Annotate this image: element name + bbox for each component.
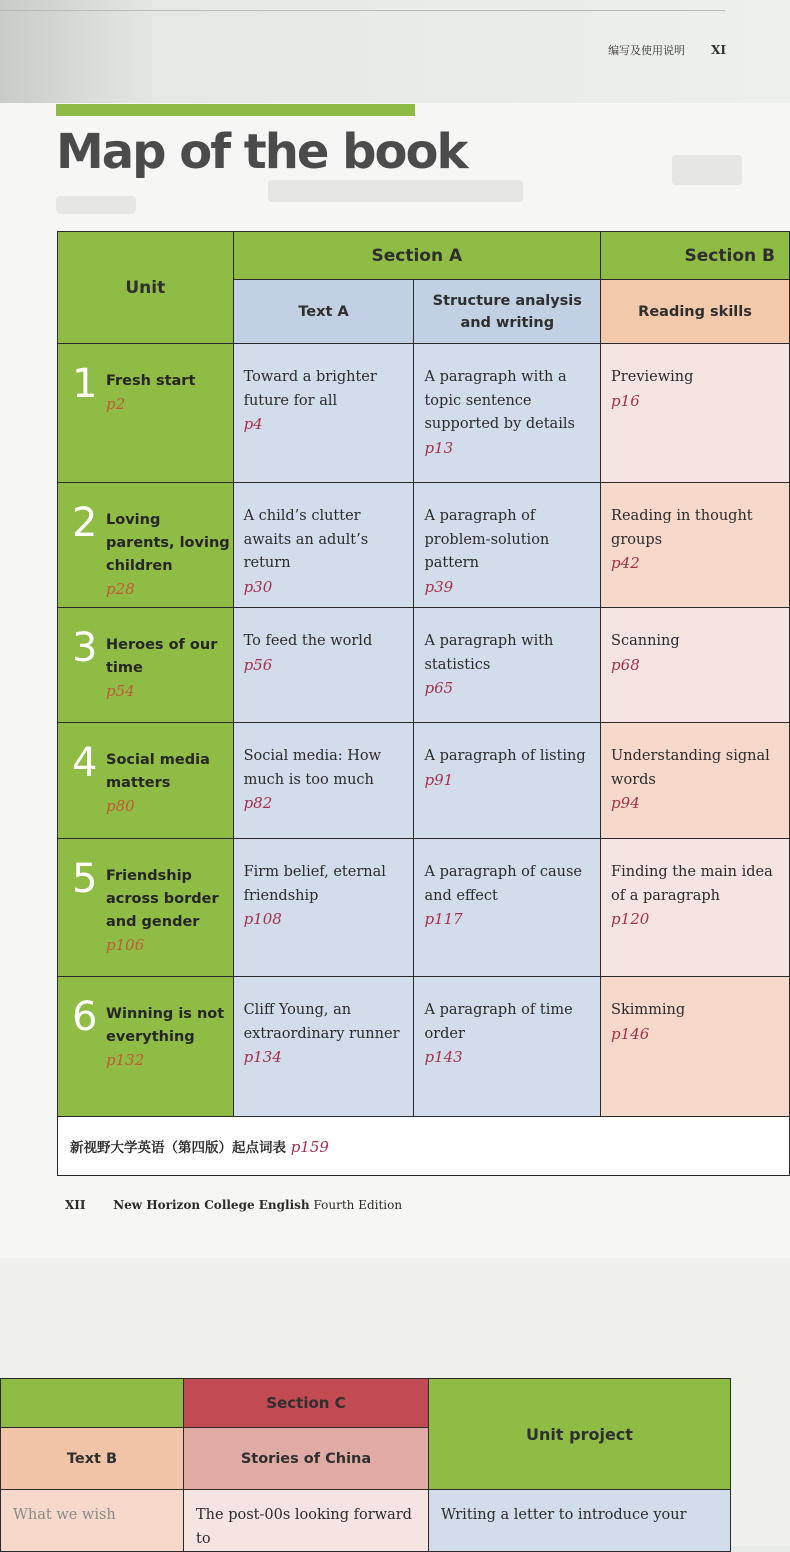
reading-skill-page: p16 bbox=[611, 391, 640, 410]
title-accent-bar bbox=[56, 104, 415, 116]
header-text-b: Text B bbox=[1, 1428, 184, 1490]
text-a-page: p108 bbox=[243, 910, 282, 928]
unit-page: p80 bbox=[106, 797, 135, 815]
reading-skill: Scanning bbox=[611, 633, 680, 649]
structure-text: A paragraph of problem-solution pattern bbox=[424, 508, 550, 571]
show-through-mark bbox=[268, 180, 523, 202]
text-a-title: Toward a brighter future for all bbox=[243, 369, 377, 409]
structure-text: A paragraph of cause and effect bbox=[424, 864, 582, 904]
structure-page: p13 bbox=[424, 438, 454, 457]
header-section-c: Section C bbox=[184, 1379, 429, 1428]
unit-title: Loving parents, loving children bbox=[106, 512, 230, 574]
unit-cell bbox=[58, 977, 234, 1117]
unit-title: Winning is not everything bbox=[106, 1006, 225, 1045]
text-a-page: p4 bbox=[243, 415, 263, 433]
text-a-title: A child’s clutter awaits an adult’s return bbox=[243, 508, 369, 571]
text-a-title: Cliff Young, an extraordinary runner bbox=[243, 1002, 400, 1042]
structure-page: p91 bbox=[424, 770, 454, 789]
unit-title: Heroes of our time bbox=[106, 637, 218, 676]
structure-page: p39 bbox=[424, 577, 454, 596]
text-a-page: p134 bbox=[243, 1048, 282, 1066]
unit-page: p106 bbox=[106, 936, 145, 954]
table-row bbox=[58, 839, 790, 977]
header-reading-skills: Reading skills bbox=[601, 280, 790, 344]
footer-page-number: XII bbox=[65, 1198, 86, 1212]
text-a-title: Social media: How much is too much bbox=[243, 748, 382, 788]
structure-text: A paragraph of time order bbox=[424, 1002, 573, 1042]
reading-skill-page: p68 bbox=[611, 655, 640, 674]
text-a-page: p82 bbox=[243, 794, 273, 812]
unit-number: 5 bbox=[72, 856, 98, 902]
rule-line bbox=[0, 10, 725, 11]
header-section-b: Section B bbox=[601, 232, 790, 280]
reading-skill: Understanding signal words bbox=[611, 748, 770, 788]
continuation-table bbox=[0, 1378, 731, 1552]
running-head-page: XI bbox=[711, 43, 726, 57]
structure-page: p117 bbox=[424, 910, 463, 928]
reading-skill: Previewing bbox=[611, 369, 694, 385]
unit-title: Fresh start bbox=[106, 373, 196, 389]
word-list-title: 新视野大学英语（第四版）起点词表 bbox=[70, 1140, 286, 1156]
header-structure: Structure analysis and writing bbox=[414, 280, 601, 344]
show-through-mark bbox=[56, 196, 136, 214]
reading-skill-page: p42 bbox=[611, 554, 640, 572]
unit-page: p54 bbox=[106, 682, 135, 700]
footer-edition: Fourth Edition bbox=[313, 1198, 403, 1212]
unit-number: 6 bbox=[72, 994, 98, 1040]
reading-skill: Reading in thought groups bbox=[611, 508, 753, 548]
stories-title: The post-00s looking forward to bbox=[196, 1507, 412, 1547]
page-footer bbox=[65, 1198, 402, 1212]
reading-skill-page: p94 bbox=[611, 794, 640, 812]
unit-number: 1 bbox=[72, 361, 98, 407]
footer-book-title: New Horizon College English bbox=[113, 1198, 310, 1212]
unit-page: p2 bbox=[106, 395, 126, 413]
structure-page: p65 bbox=[424, 679, 454, 697]
map-table bbox=[57, 231, 790, 1176]
unit-title: Friendship across border and gender bbox=[106, 868, 219, 930]
reading-skill: Finding the main idea of a paragraph bbox=[611, 864, 773, 904]
show-through-mark bbox=[672, 155, 742, 185]
header-stories-of-china: Stories of China bbox=[184, 1428, 429, 1490]
table-row bbox=[58, 723, 790, 839]
reading-skill: Skimming bbox=[611, 1002, 686, 1018]
structure-text: A paragraph with statistics bbox=[424, 633, 554, 673]
structure-text: A paragraph of listing bbox=[424, 748, 586, 764]
table-row bbox=[58, 483, 790, 608]
word-list-page: p159 bbox=[290, 1138, 329, 1156]
unit-cell bbox=[58, 608, 234, 723]
unit-number: 2 bbox=[72, 500, 98, 546]
header-unit-project: Unit project bbox=[429, 1379, 731, 1490]
unit-page: p28 bbox=[106, 580, 135, 598]
text-b-title: What we wish bbox=[13, 1507, 116, 1523]
unit-project-title: Writing a letter to introduce your bbox=[441, 1507, 687, 1523]
unit-cell bbox=[58, 723, 234, 839]
structure-text: A paragraph with a topic sentence supported by details bbox=[424, 369, 575, 432]
unit-cell bbox=[58, 344, 234, 483]
text-a-page: p30 bbox=[243, 577, 273, 596]
reading-skill-page: p146 bbox=[611, 1024, 650, 1043]
unit-title: Social media matters bbox=[106, 752, 210, 791]
running-head-text: 编写及使用说明 bbox=[608, 44, 686, 57]
structure-page: p143 bbox=[424, 1048, 463, 1066]
table-row bbox=[58, 977, 790, 1117]
table-footer-row bbox=[58, 1117, 790, 1176]
reading-skill-page: p120 bbox=[611, 910, 650, 928]
unit-cell bbox=[58, 839, 234, 977]
page-title: Map of the book bbox=[56, 124, 467, 180]
header-section-a: Section A bbox=[233, 232, 600, 280]
table-row bbox=[1, 1490, 731, 1552]
running-head bbox=[608, 42, 726, 58]
header-text-a: Text A bbox=[233, 280, 414, 344]
header-blank bbox=[1, 1379, 184, 1428]
text-a-title: Firm belief, eternal friendship bbox=[243, 864, 386, 904]
unit-number: 3 bbox=[72, 625, 98, 671]
text-a-title: To feed the world bbox=[243, 633, 373, 649]
table-row bbox=[58, 344, 790, 483]
table-row bbox=[58, 608, 790, 723]
header-unit: Unit bbox=[58, 232, 234, 344]
word-list-note bbox=[58, 1117, 790, 1176]
text-a-page: p56 bbox=[243, 655, 273, 674]
unit-page: p132 bbox=[106, 1051, 145, 1069]
unit-number: 4 bbox=[72, 740, 98, 786]
unit-cell bbox=[58, 483, 234, 608]
